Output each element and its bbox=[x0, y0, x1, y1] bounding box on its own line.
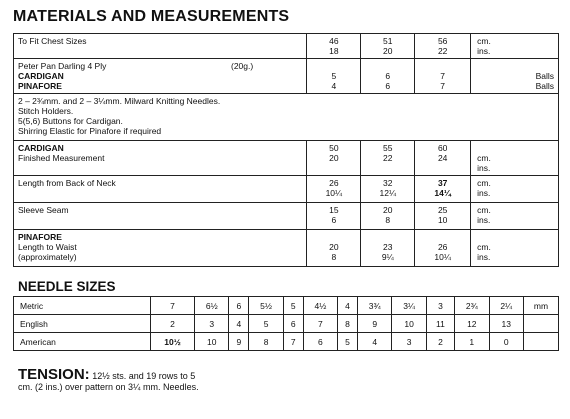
sleeve-seam-row bbox=[14, 203, 559, 230]
pinafore-row bbox=[14, 230, 559, 267]
yarn-row bbox=[14, 59, 559, 94]
needle-cell: 7 bbox=[151, 297, 195, 315]
needle-cell: 1 bbox=[455, 333, 489, 351]
length-value-1: 26 10¼ bbox=[307, 176, 361, 203]
needle-cell: 3¾ bbox=[358, 297, 392, 315]
needle-cell: 0 bbox=[489, 333, 524, 351]
needle-cell: 3 bbox=[392, 333, 426, 351]
note-stitch-holders: Stitch Holders. bbox=[18, 106, 74, 116]
needle-cell: 6 bbox=[229, 297, 249, 315]
length-back-neck-row bbox=[14, 176, 559, 203]
yarn-value-3: 7 7 bbox=[415, 59, 471, 94]
yarn-value-1: 5 4 bbox=[307, 59, 361, 94]
chest-size-value-2: 51 20 bbox=[361, 34, 415, 59]
pinafore-length-label: Length to Waist bbox=[18, 242, 77, 252]
needle-cell: 10 bbox=[195, 333, 229, 351]
yarn-value-2: 6 6 bbox=[361, 59, 415, 94]
sleeve-value-2: 20 8 bbox=[361, 203, 415, 230]
chest-size-label: To Fit Chest Sizes bbox=[14, 34, 307, 59]
needle-row-label: English bbox=[14, 315, 151, 333]
finished-value-1: 50 20 bbox=[307, 141, 361, 176]
cardigan-heading: CARDIGAN bbox=[18, 143, 64, 153]
needle-cell: 2 bbox=[151, 315, 195, 333]
length-value-2: 32 12¼ bbox=[361, 176, 415, 203]
yarn-name: Peter Pan Darling 4 Ply bbox=[18, 61, 107, 71]
finished-value-3: 60 24 bbox=[415, 141, 471, 176]
needle-cell: 4 bbox=[358, 333, 392, 351]
needle-cell: 11 bbox=[426, 315, 454, 333]
tension-label: TENSION: bbox=[18, 366, 90, 383]
needle-sizes-table bbox=[13, 296, 559, 351]
needle-row-label: Metric bbox=[14, 297, 151, 315]
pinafore-approx-label: (approximately) bbox=[18, 252, 77, 262]
materials-table bbox=[13, 33, 559, 267]
needle-cell: 3¼ bbox=[392, 297, 426, 315]
pinafore-units: cm. ins. bbox=[471, 230, 559, 267]
length-units: cm. ins. bbox=[471, 176, 559, 203]
needle-unit bbox=[524, 315, 559, 333]
needle-cell: 5 bbox=[283, 297, 303, 315]
needle-cell: 2 bbox=[426, 333, 454, 351]
finished-measurement-row bbox=[14, 141, 559, 176]
yarn-weight: (20g.) bbox=[231, 61, 254, 71]
needle-cell: 7 bbox=[303, 315, 337, 333]
chest-size-units: cm. ins. bbox=[471, 34, 559, 59]
needle-cell: 8 bbox=[249, 333, 283, 351]
sleeve-seam-label: Sleeve Seam bbox=[14, 203, 307, 230]
pinafore-heading: PINAFORE bbox=[18, 232, 62, 242]
finished-measurement-label-cell bbox=[14, 141, 307, 176]
needle-row-english bbox=[14, 315, 559, 333]
needle-cell: 2¼ bbox=[489, 297, 524, 315]
note-needles: 2 – 2¾mm. and 2 – 3¼mm. Milward Knitting Needles. bbox=[18, 96, 221, 106]
sleeve-units: cm. ins. bbox=[471, 203, 559, 230]
length-value-3: 37 14¼ bbox=[415, 176, 471, 203]
needle-cell: 12 bbox=[455, 315, 489, 333]
needle-cell: 9 bbox=[229, 333, 249, 351]
yarn-units: Balls Balls bbox=[471, 59, 559, 94]
pinafore-value-3: 26 10¼ bbox=[415, 230, 471, 267]
needle-cell: 10½ bbox=[151, 333, 195, 351]
pinafore-label-cell bbox=[14, 230, 307, 267]
finished-value-2: 55 22 bbox=[361, 141, 415, 176]
yarn-cardigan-label: CARDIGAN bbox=[18, 71, 64, 81]
chest-size-row bbox=[14, 34, 559, 59]
needle-cell: 9 bbox=[358, 315, 392, 333]
needle-unit: mm bbox=[524, 297, 559, 315]
needle-cell: 4½ bbox=[303, 297, 337, 315]
length-back-neck-label: Length from Back of Neck bbox=[14, 176, 307, 203]
needle-cell: 6 bbox=[303, 333, 337, 351]
yarn-pinafore-label: PINAFORE bbox=[18, 81, 62, 91]
chest-size-value-3: 56 22 bbox=[415, 34, 471, 59]
note-elastic: Shirring Elastic for Pinafore if required bbox=[18, 126, 162, 136]
needle-cell: 6½ bbox=[195, 297, 229, 315]
needle-cell: 3 bbox=[426, 297, 454, 315]
finished-units: cm. ins. bbox=[471, 141, 559, 176]
yarn-label-cell bbox=[14, 59, 307, 94]
tension-line-2: cm. (2 ins.) over pattern on 3¼ mm. Needles. bbox=[18, 382, 199, 392]
needle-cell: 5½ bbox=[249, 297, 283, 315]
chest-size-value-1: 46 18 bbox=[307, 34, 361, 59]
needle-cell: 8 bbox=[338, 315, 358, 333]
needle-cell: 3 bbox=[195, 315, 229, 333]
needle-cell: 13 bbox=[489, 315, 524, 333]
tension-line-1: 12½ sts. and 19 rows to 5 bbox=[92, 371, 196, 381]
needle-cell: 4 bbox=[229, 315, 249, 333]
tension-block bbox=[18, 366, 199, 393]
notes-row bbox=[14, 94, 559, 141]
needle-cell: 4 bbox=[338, 297, 358, 315]
pinafore-value-1: 20 8 bbox=[307, 230, 361, 267]
needle-row-american bbox=[14, 333, 559, 351]
note-buttons: 5(5,6) Buttons for Cardigan. bbox=[18, 116, 123, 126]
needle-cell: 5 bbox=[249, 315, 283, 333]
page-title: MATERIALS AND MEASUREMENTS bbox=[13, 8, 290, 25]
sleeve-value-1: 15 6 bbox=[307, 203, 361, 230]
needle-cell: 6 bbox=[283, 315, 303, 333]
needle-sizes-heading: NEEDLE SIZES bbox=[18, 279, 116, 294]
needle-cell: 7 bbox=[283, 333, 303, 351]
needle-row-metric bbox=[14, 297, 559, 315]
pinafore-value-2: 23 9¼ bbox=[361, 230, 415, 267]
sleeve-value-3: 25 10 bbox=[415, 203, 471, 230]
needle-cell: 5 bbox=[338, 333, 358, 351]
notes-cell bbox=[14, 94, 559, 141]
needle-cell: 10 bbox=[392, 315, 426, 333]
needle-unit bbox=[524, 333, 559, 351]
needle-cell: 2¾ bbox=[455, 297, 489, 315]
needle-row-label: American bbox=[14, 333, 151, 351]
finished-measurement-label: Finished Measurement bbox=[18, 153, 105, 163]
